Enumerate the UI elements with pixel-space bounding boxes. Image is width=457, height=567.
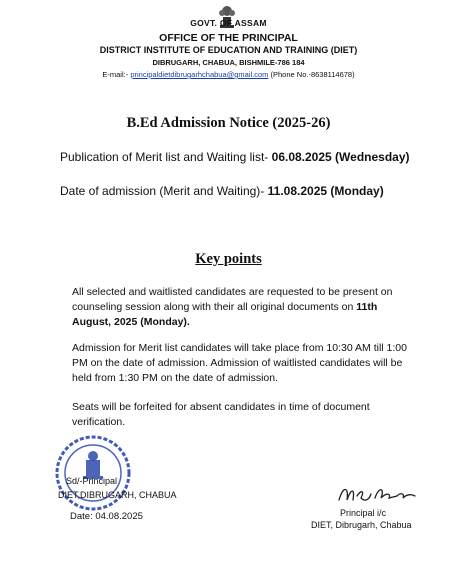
seal-institute-text: DIET,DIBRUGARH, CHABUA	[58, 490, 177, 500]
admission-date-line	[60, 184, 384, 198]
merit-publication-line	[60, 150, 410, 164]
principal-address: DIET, Dibrugarh, Chabua	[311, 520, 412, 530]
email-label: E-mail:-	[102, 70, 131, 79]
official-seal-icon	[48, 432, 138, 514]
key-points-heading: Key points	[195, 251, 262, 267]
institute-address: DIBRUGARH, CHABUA, BISHMILE-786 184	[152, 58, 305, 67]
seal-signature-text: Sd/-Principal	[66, 476, 118, 486]
institute-name: DISTRICT INSTITUTE OF EDUCATION AND TRAINING (DIET)	[99, 45, 358, 55]
phone-text: (Phone No.-8638114678)	[268, 70, 355, 79]
principal-title: Principal i/c	[340, 508, 387, 518]
contact-line	[0, 70, 457, 79]
principal-signature-icon	[335, 482, 420, 510]
key-point-paragraph: Seats will be forfeited for absent candidates in time of document verification.	[72, 401, 370, 428]
office-title: OFFICE OF THE PRINCIPAL	[159, 32, 298, 44]
key-point-date: 11th August, 2025 (Monday).	[72, 301, 378, 328]
notice-date: Date: 04.08.2025	[70, 511, 143, 522]
merit-date: 06.08.2025 (Wednesday)	[271, 150, 410, 164]
key-point-paragraph	[72, 285, 412, 330]
admission-label: Date of admission (Merit and Waiting)-	[60, 184, 268, 198]
govt-line: GOVT. OF ASSAM	[190, 18, 267, 28]
notice-title: B.Ed Admission Notice (2025-26)	[126, 115, 331, 131]
key-point-paragraph: Admission for Merit list candidates will take place from 10:30 AM till 1:00 PM on the date of admission. Admission of waitlisted candidates will be held from 1:30 PM on the date of admission.	[72, 342, 407, 384]
key-point-text: All selected and waitlisted candidates are requested to be present on counseling session along with their all original documents on	[72, 286, 393, 313]
merit-label: Publication of Merit list and Waiting list-	[60, 150, 272, 164]
admission-date: 11.08.2025 (Monday)	[267, 184, 384, 198]
email-link[interactable]: principaldietdibrugarhchabua@gmail.com	[130, 70, 269, 79]
